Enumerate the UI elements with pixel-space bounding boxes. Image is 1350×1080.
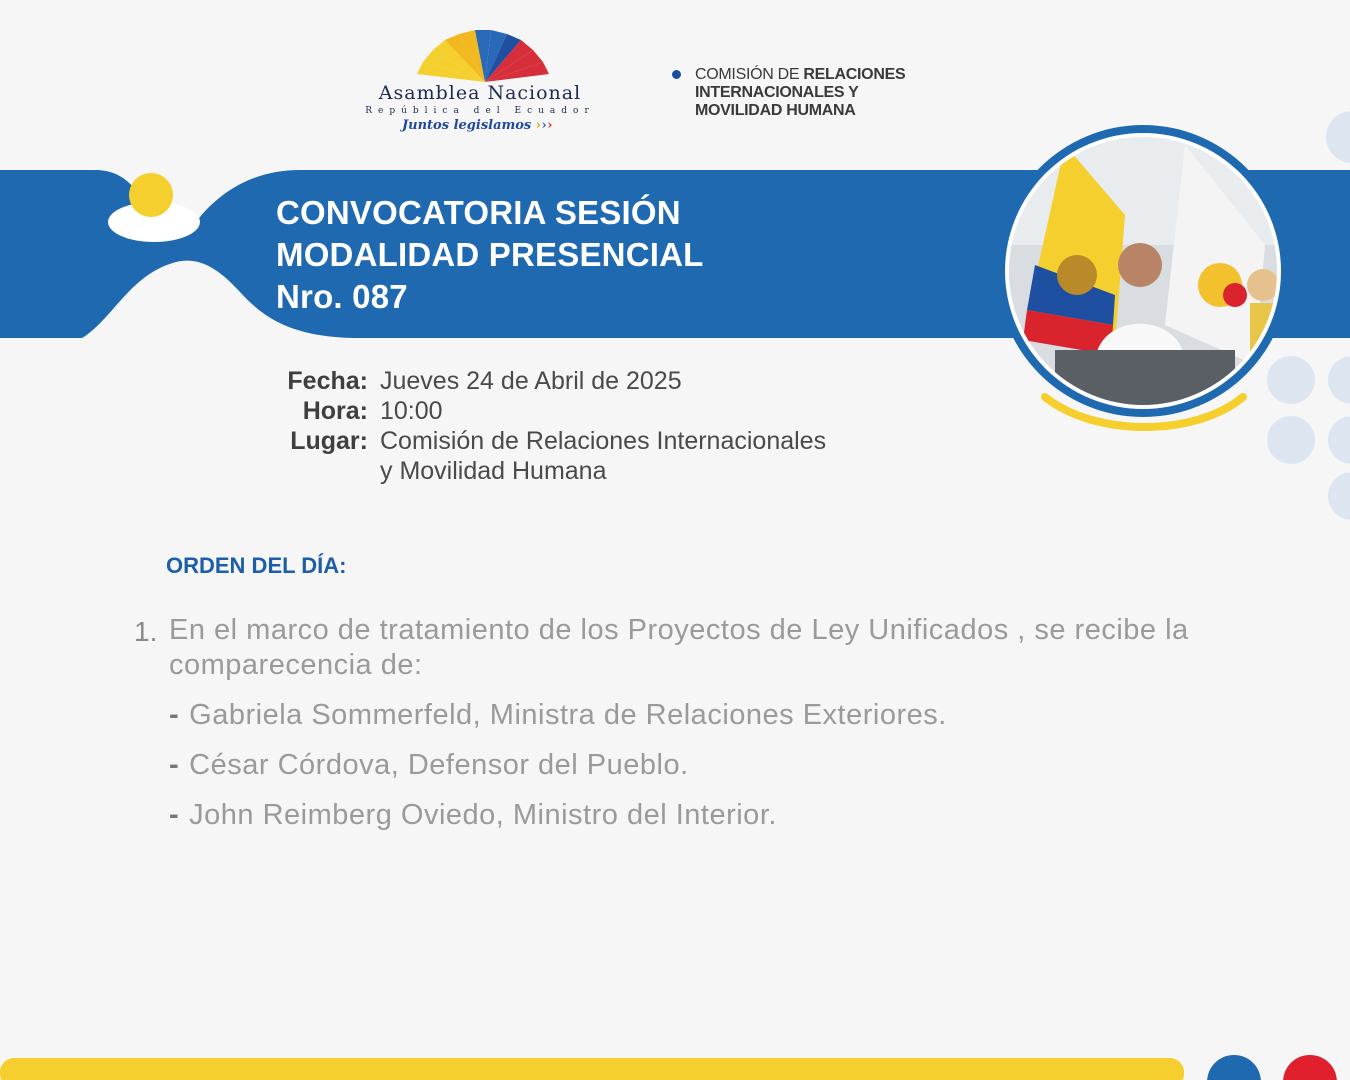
bullet-dot-icon xyxy=(672,70,681,79)
commission-line3: MOVILIDAD HUMANA xyxy=(695,102,856,119)
commission-line1: RELACIONES xyxy=(803,66,906,83)
asamblea-logo xyxy=(330,30,630,133)
fecha-value: Jueves 24 de Abril de 2025 xyxy=(380,367,682,395)
lugar-value xyxy=(380,426,900,486)
dash-icon: - xyxy=(169,799,180,831)
agenda-heading: ORDEN DEL DÍA: xyxy=(166,553,347,578)
list-item xyxy=(169,749,689,782)
list-item-text: John Reimberg Oviedo, Ministro del Interior. xyxy=(189,799,777,831)
agenda-item-number: 1. xyxy=(134,616,158,647)
list-item xyxy=(169,699,947,732)
list-item xyxy=(169,799,777,832)
decor-circle xyxy=(1328,472,1350,520)
hora-value: 10:00 xyxy=(380,397,443,425)
commission-prefix: COMISIÓN DE xyxy=(695,66,804,83)
list-item-text: Gabriela Sommerfeld, Ministra de Relaciones Exteriores. xyxy=(189,699,947,731)
fecha-row xyxy=(270,366,900,396)
logo-tagline-text: Juntos legislamos xyxy=(402,118,532,133)
chevrons-icon: › › › xyxy=(535,118,551,133)
bottom-yellow-bar xyxy=(0,1058,1184,1080)
decor-circle xyxy=(1328,416,1350,464)
commission-name xyxy=(672,66,952,120)
lugar-row xyxy=(270,426,900,486)
dash-icon: - xyxy=(169,749,180,781)
session-photo xyxy=(995,125,1295,445)
hora-row xyxy=(270,396,900,426)
title-line3: Nro. 087 xyxy=(276,278,408,315)
logo-tagline xyxy=(402,118,550,133)
list-item-text: César Córdova, Defensor del Pueblo. xyxy=(189,749,689,781)
lugar-label: Lugar: xyxy=(290,427,368,455)
decor-circle xyxy=(1326,111,1350,163)
sunburst-logo-icon xyxy=(415,30,555,82)
bottom-blue-dot xyxy=(1207,1055,1261,1080)
logo-subtitle: República del Ecuador xyxy=(365,106,595,116)
logo-name: Asamblea Nacional xyxy=(378,82,582,104)
title-line1: CONVOCATORIA SESIÓN xyxy=(276,194,681,231)
lugar-value-line2: y Movilidad Humana xyxy=(380,457,607,485)
decor-circle xyxy=(1328,356,1350,404)
yellow-dot xyxy=(129,173,173,217)
hora-label: Hora: xyxy=(302,397,368,425)
page-title xyxy=(276,192,704,318)
dash-icon: - xyxy=(169,699,180,731)
session-details xyxy=(270,366,900,486)
commission-line2: INTERNACIONALES Y xyxy=(695,84,859,101)
title-line2: MODALIDAD PRESENCIAL xyxy=(276,236,704,273)
fecha-label: Fecha: xyxy=(287,367,368,395)
bottom-red-dot xyxy=(1283,1055,1337,1080)
lugar-value-line1: Comisión de Relaciones Internacionales xyxy=(380,427,827,455)
agenda-item-text: En el marco de tratamiento de los Proyectos de Ley Unificados , se recibe la comparecencia de: xyxy=(169,614,1189,681)
